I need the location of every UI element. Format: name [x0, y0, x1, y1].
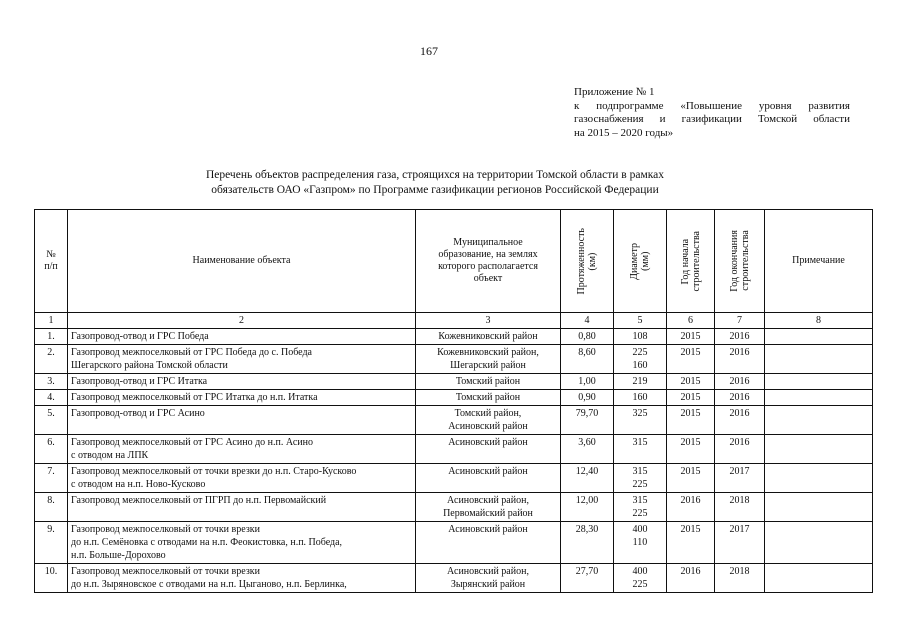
diameter-mm: 325 [614, 406, 667, 435]
object-name: Газопровод межпоселковый от ГРС Победа до с. Победа Шегарского района Томской области [68, 345, 416, 374]
municipality: Асиновский район [416, 464, 561, 493]
end-year: 2016 [715, 345, 765, 374]
row-num: 6. [35, 435, 68, 464]
municipality: Томский район, Асиновский район [416, 406, 561, 435]
diameter-mm: 400 110 [614, 522, 667, 564]
length-km: 27,70 [561, 564, 614, 593]
diameter-mm: 219 [614, 374, 667, 390]
column-number: 1 [35, 313, 68, 329]
end-year: 2016 [715, 406, 765, 435]
table-row [35, 374, 873, 390]
table-row [35, 390, 873, 406]
start-year: 2015 [667, 329, 715, 345]
document-title-line: Перечень объектов распределения газа, строящихся на территории Томской области в рамках [205, 169, 665, 181]
row-num: 8. [35, 493, 68, 522]
note [765, 493, 873, 522]
length-km: 28,30 [561, 522, 614, 564]
municipality: Кожевниковский район [416, 329, 561, 345]
appendix-line: газоснабжения и газификации Томской области [574, 113, 850, 125]
appendix-block [574, 86, 850, 140]
row-num: 10. [35, 564, 68, 593]
objects-table [34, 209, 873, 593]
header-num: № п/п [35, 210, 68, 313]
length-km: 8,60 [561, 345, 614, 374]
row-num: 1. [35, 329, 68, 345]
column-number: 6 [667, 313, 715, 329]
header-municipality: Муниципальное образование, на землях которого располагается объект [416, 210, 561, 313]
table-row [35, 345, 873, 374]
start-year: 2015 [667, 345, 715, 374]
length-km: 12,00 [561, 493, 614, 522]
diameter-mm: 315 225 [614, 464, 667, 493]
diameter-mm: 108 [614, 329, 667, 345]
end-year: 2016 [715, 374, 765, 390]
note [765, 374, 873, 390]
object-name: Газопровод-отвод и ГРС Победа [68, 329, 416, 345]
diameter-mm: 400 225 [614, 564, 667, 593]
diameter-mm: 315 [614, 435, 667, 464]
object-name: Газопровод межпоселковый от точки врезки до н.п. Зыряновское с отводами на н.п. Цыганово, н.п. Берлинка, [68, 564, 416, 593]
page-number: 167 [420, 44, 438, 58]
object-name: Газопровод межпоселковый от точки врезки до н.п. Старо-Кусково с отводом на н.п. Ново-Кусково [68, 464, 416, 493]
municipality: Асиновский район, Первомайский район [416, 493, 561, 522]
start-year: 2015 [667, 522, 715, 564]
municipality: Асиновский район [416, 522, 561, 564]
municipality: Асиновский район, Зырянский район [416, 564, 561, 593]
note [765, 329, 873, 345]
appendix-title: Приложение № 1 [574, 86, 655, 98]
end-year: 2016 [715, 435, 765, 464]
note [765, 406, 873, 435]
length-km: 79,70 [561, 406, 614, 435]
object-name: Газопровод-отвод и ГРС Итатка [68, 374, 416, 390]
note [765, 390, 873, 406]
header-length: Протяженность (км) [561, 210, 614, 313]
start-year: 2015 [667, 390, 715, 406]
object-name: Газопровод межпоселковый от ГРС Итатка до н.п. Итатка [68, 390, 416, 406]
start-year: 2015 [667, 435, 715, 464]
start-year: 2016 [667, 493, 715, 522]
document-title [120, 168, 750, 198]
table-row [35, 406, 873, 435]
table-row [35, 435, 873, 464]
appendix-line: к подпрограмме «Повышение уровня развития [574, 99, 850, 112]
header-end-year: Год окончания строительства [715, 210, 765, 313]
municipality: Асиновский район [416, 435, 561, 464]
row-num: 4. [35, 390, 68, 406]
note [765, 564, 873, 593]
row-num: 7. [35, 464, 68, 493]
end-year: 2018 [715, 564, 765, 593]
diameter-mm: 160 [614, 390, 667, 406]
end-year: 2018 [715, 493, 765, 522]
row-num: 2. [35, 345, 68, 374]
column-number-row [35, 313, 873, 329]
end-year: 2016 [715, 329, 765, 345]
municipality: Кожевниковский район, Шегарский район [416, 345, 561, 374]
object-name: Газопровод межпоселковый от точки врезки до н.п. Семёновка с отводами на н.п. Феокистовка, н.п. Победа, н.п. Больше-Дорохово [68, 522, 416, 564]
start-year: 2015 [667, 464, 715, 493]
note [765, 435, 873, 464]
column-number: 8 [765, 313, 873, 329]
note [765, 522, 873, 564]
column-number: 2 [68, 313, 416, 329]
note [765, 464, 873, 493]
table-row [35, 564, 873, 593]
table-row [35, 493, 873, 522]
header-note: Примечание [765, 210, 873, 313]
header-start-year: Год начала строительства [667, 210, 715, 313]
diameter-mm: 225 160 [614, 345, 667, 374]
table-row [35, 464, 873, 493]
row-num: 9. [35, 522, 68, 564]
length-km: 0,90 [561, 390, 614, 406]
note [765, 345, 873, 374]
header-diameter: Диаметр (мм) [614, 210, 667, 313]
end-year: 2016 [715, 390, 765, 406]
object-name: Газопровод межпоселковый от ПГРП до н.п. Первомайский [68, 493, 416, 522]
column-number: 7 [715, 313, 765, 329]
table-header-row [35, 210, 873, 313]
row-num: 3. [35, 374, 68, 390]
start-year: 2015 [667, 406, 715, 435]
start-year: 2016 [667, 564, 715, 593]
municipality: Томский район [416, 390, 561, 406]
column-number: 4 [561, 313, 614, 329]
row-num: 5. [35, 406, 68, 435]
appendix-line: на 2015 – 2020 годы» [574, 126, 674, 139]
end-year: 2017 [715, 464, 765, 493]
table-row [35, 329, 873, 345]
column-number: 5 [614, 313, 667, 329]
end-year: 2017 [715, 522, 765, 564]
header-name: Наименование объекта [68, 210, 416, 313]
start-year: 2015 [667, 374, 715, 390]
length-km: 3,60 [561, 435, 614, 464]
document-title-line: обязательств ОАО «Газпром» по Программе газификации регионов Российской Федерации [211, 184, 659, 196]
length-km: 12,40 [561, 464, 614, 493]
column-number: 3 [416, 313, 561, 329]
length-km: 0,80 [561, 329, 614, 345]
object-name: Газопровод межпоселковый от ГРС Асино до н.п. Асино с отводом на ЛПК [68, 435, 416, 464]
length-km: 1,00 [561, 374, 614, 390]
table-row [35, 522, 873, 564]
object-name: Газопровод-отвод и ГРС Асино [68, 406, 416, 435]
diameter-mm: 315 225 [614, 493, 667, 522]
municipality: Томский район [416, 374, 561, 390]
